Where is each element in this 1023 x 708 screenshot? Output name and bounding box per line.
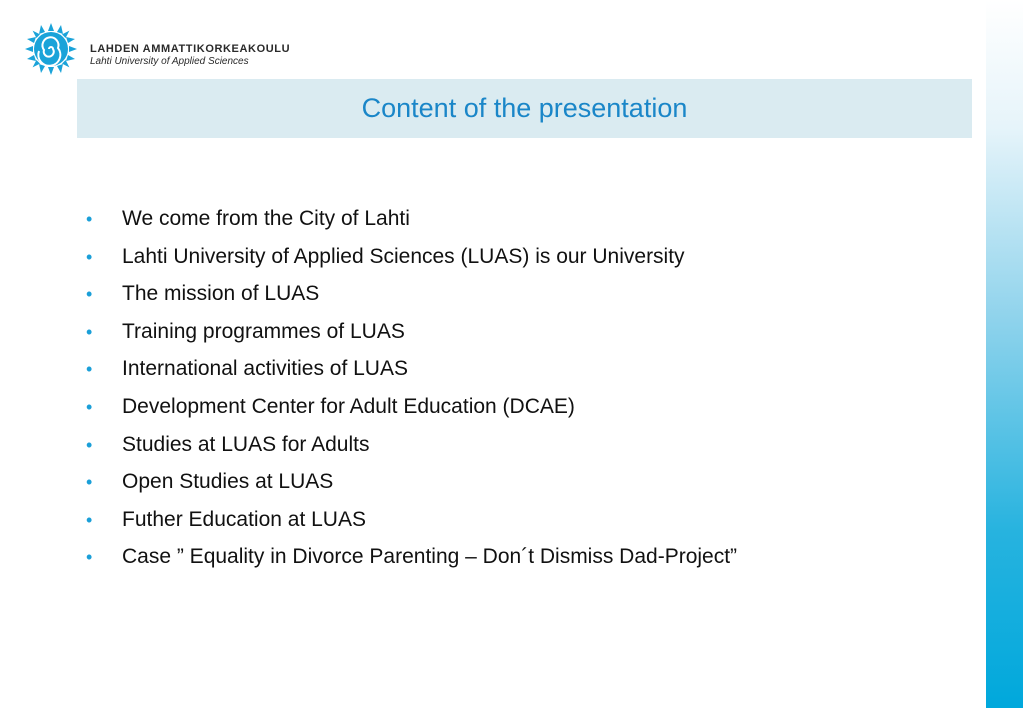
bullet-text: International activities of LUAS (122, 357, 408, 381)
bullet-dot-icon: • (86, 472, 93, 493)
university-logo (24, 22, 304, 76)
title-bar (77, 79, 972, 138)
bullet-dot-icon: • (86, 434, 93, 455)
bullet-item (84, 466, 814, 498)
bullet-dot-icon: • (86, 209, 93, 229)
bullet-text: Training programmes of LUAS (122, 319, 405, 343)
bullet-item (84, 391, 814, 423)
bullet-dot-icon: • (86, 359, 93, 380)
bullet-text: The mission of LUAS (122, 282, 320, 306)
bullet-dot-icon: • (86, 246, 93, 267)
bullet-text: Development Center for Adult Education (DCAE) (122, 394, 575, 418)
bullet-item (84, 353, 814, 385)
bullet-dot-icon: • (86, 509, 93, 530)
bullet-text: Open Studies at LUAS (122, 470, 334, 494)
logo-name: LAHDEN AMMATTIKORKEAKOULU (90, 43, 291, 55)
decorative-side-band (986, 0, 1023, 708)
bullet-item (84, 541, 814, 573)
slide-title: Content of the presentation (361, 93, 688, 123)
bullet-item (84, 316, 814, 348)
bullet-item (84, 278, 814, 310)
bullet-list (84, 203, 814, 579)
bullet-item (84, 429, 814, 461)
bullet-text: We come from the City of Lahti (122, 207, 410, 230)
logo-subtitle: Lahti University of Applied Sciences (90, 56, 249, 67)
bullet-item (84, 241, 814, 273)
bullet-text: Case ” Equality in Divorce Parenting – Don´t Dismiss Dad-Project” (122, 545, 738, 569)
bullet-text: Studies at LUAS for Adults (122, 432, 370, 456)
sun-spiral-icon (24, 22, 78, 76)
bullet-dot-icon: • (86, 396, 93, 417)
bullet-item (84, 504, 814, 536)
bullet-dot-icon: • (86, 321, 93, 342)
bullet-dot-icon: • (86, 284, 93, 305)
bullet-text: Futher Education at LUAS (122, 507, 366, 531)
bullet-text: Lahti University of Applied Sciences (LUAS) is our University (122, 244, 685, 268)
bullet-dot-icon: • (86, 547, 93, 568)
bullet-item (84, 203, 814, 235)
